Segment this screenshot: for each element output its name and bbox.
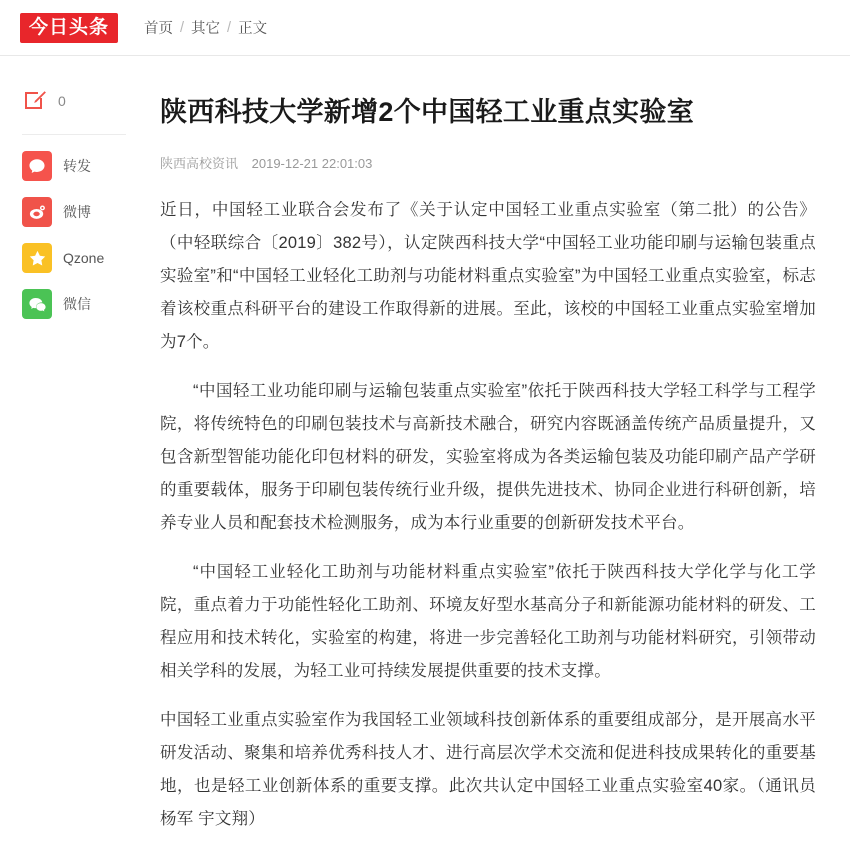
share-list <box>22 151 148 319</box>
qzone-icon[interactable] <box>22 243 52 273</box>
share-item-wechat[interactable] <box>22 289 148 319</box>
article-paragraph: 近日，中国轻工业联合会发布了《关于认定中国轻工业重点实验室（第二批）的公告》（中轻联综合〔2019〕382号），认定陕西科技大学“中国轻工业功能印刷与运输包装重点实验室”和“中国轻工业轻化工助剂与功能材料重点实验室”为中国轻工业重点实验室，标志着该校重点科研平台的建设工作取得新的进展。至此，该校的中国轻工业重点实验室增加为7个。 <box>160 201 816 352</box>
share-label-repost: 转发 <box>63 158 91 174</box>
article-paragraph: 中国轻工业重点实验室作为我国轻工业领域科技创新体系的重要组成部分，是开展高水平研发活动、聚集和培养优秀科技人才、进行高层次学术交流和促进科技成果转化的重要基地，也是轻工业创新体系的重要支撑。此次共认定中国轻工业重点实验室40家。（通讯员 杨军 宇文翔） <box>160 711 816 829</box>
share-item-qzone[interactable] <box>22 243 148 273</box>
site-header <box>0 0 850 56</box>
repost-icon[interactable] <box>22 151 52 181</box>
article-meta <box>160 153 816 172</box>
weibo-icon[interactable] <box>22 197 52 227</box>
site-logo[interactable]: 今日头条 <box>20 13 118 43</box>
breadcrumb-separator: / <box>180 19 185 36</box>
article-paragraph: “中国轻工业功能印刷与运输包装重点实验室”依托于陕西科技大学轻工科学与工程学院，将传统特色的印刷包装技术与高新技术融合，研究内容既涵盖传统产品质量提升，又包含新型智能功能化印包材料的研发，实验室将成为各类运输包装及功能印刷产品产学研的重要载体，服务于印刷包装传统行业升级，提供先进技术、协同企业进行科研创新，培养专业人员和配套技术检测服务，成为本行业重要的创新研发技术平台。 <box>160 382 816 533</box>
article-source: 陕西高校资讯 <box>160 156 239 172</box>
breadcrumb-separator: / <box>227 19 232 36</box>
share-sidebar <box>0 60 148 852</box>
share-label-qzone: Qzone <box>63 250 105 266</box>
wechat-icon[interactable] <box>22 289 52 319</box>
body-wrapper <box>0 56 850 852</box>
breadcrumb-item-article[interactable]: 正文 <box>238 21 268 37</box>
breadcrumb-item-home[interactable]: 首页 <box>144 21 174 37</box>
breadcrumb <box>144 17 267 38</box>
article-container <box>148 60 850 852</box>
comment-count: 0 <box>58 93 66 109</box>
share-item-repost[interactable] <box>22 151 148 181</box>
breadcrumb-item-other[interactable]: 其它 <box>191 21 221 37</box>
share-label-wechat: 微信 <box>63 296 91 312</box>
article-paragraph: “中国轻工业轻化工助剂与功能材料重点实验室”依托于陕西科技大学化学与化工学院，重点着力于功能性轻化工助剂、环境友好型水基高分子和新能源功能材料的研发、工程应用和技术转化，实验室的构建，将进一步完善轻化工助剂与功能材料研究，引领带动相关学科的发展，为轻工业可持续发展提供重要的技术支撑。 <box>160 563 816 681</box>
share-item-weibo[interactable] <box>22 197 148 227</box>
article-timestamp: 2019-12-21 22:01:03 <box>251 156 373 172</box>
comment-counter[interactable] <box>22 88 126 135</box>
share-label-weibo: 微博 <box>63 204 91 220</box>
article-body <box>160 194 816 836</box>
page-title: 陕西科技大学新增2个中国轻工业重点实验室 <box>160 97 695 127</box>
comment-edit-icon[interactable] <box>22 88 48 114</box>
